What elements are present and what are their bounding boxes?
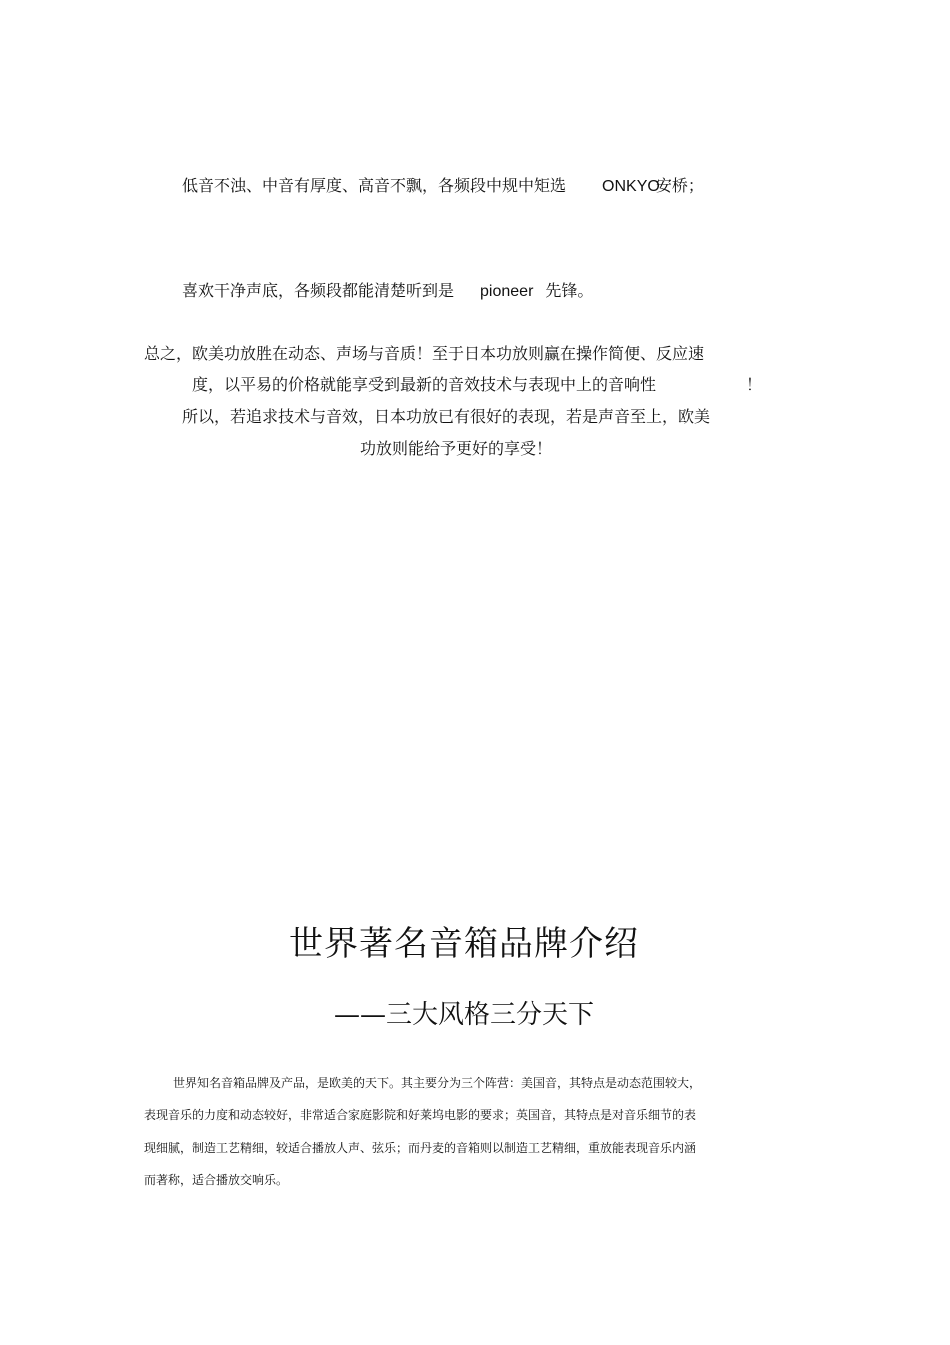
article-subtitle: ——三大风格三分天下 bbox=[333, 1000, 594, 1030]
pioneer-recommendation bbox=[182, 281, 593, 302]
article-body-line-3: 现细腻，制造工艺精细，较适合播放人声、弦乐；而丹麦的音箱则以制造工艺精细，重放能表现音乐内涵 bbox=[144, 1141, 697, 1155]
summary-line-1: 总之，欧美功放胜在动态、声场与音质！至于日本功放则赢在操作简便、反应速 bbox=[144, 344, 705, 363]
article-body-line-1: 世界知名音箱品牌及产品，是欧美的天下。其主要分为三个阵营：美国音，其特点是动态范围较大， bbox=[173, 1076, 702, 1090]
summary-line-4: 功放则能给予更好的享受！ bbox=[360, 439, 553, 458]
onkyo-recommendation bbox=[182, 176, 704, 197]
pioneer-suffix: 先锋。 bbox=[545, 281, 594, 300]
onkyo-prefix: 低音不浊、中音有厚度、高音不飘，各频段中规中矩选 bbox=[182, 176, 567, 195]
article-body-line-2: 表现音乐的力度和动态较好，非常适合家庭影院和好莱坞电影的要求；英国音，其特点是对音乐细节的表 bbox=[144, 1108, 697, 1122]
summary-line-3: 所以，若追求技术与音效，日本功放已有很好的表现，若是声音至上，欧美 bbox=[182, 407, 711, 426]
article-title: 世界著名音箱品牌介绍 bbox=[289, 924, 639, 964]
summary-line-2: 度，以平易的价格就能享受到最新的音效技术与表现中上的音响性 bbox=[192, 375, 657, 394]
onkyo-suffix: 安桥； bbox=[655, 176, 704, 195]
summary-line-2-end: ！ bbox=[746, 375, 763, 394]
pioneer-prefix: 喜欢干净声底，各频段都能清楚听到是 bbox=[182, 281, 455, 300]
onkyo-brand: ONKYO bbox=[602, 178, 660, 195]
pioneer-brand: pioneer bbox=[480, 283, 534, 300]
article-body-line-4: 而著称，适合播放交响乐。 bbox=[144, 1173, 289, 1187]
